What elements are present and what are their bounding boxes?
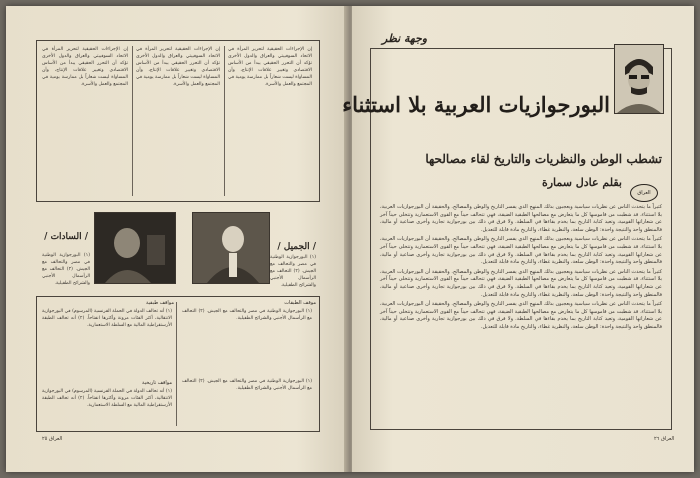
left-lower-text-4: (١) البورجوازية الوطنية في مصر والتحالف مع الجيش. (٢) التحالف مع الرأسمال الأجنبي والشرائح الطفيلية. [182, 379, 312, 391]
left-lower-text-3: (١) أنه تحالف الدولة في الحملة الفرنسية (المرسوم) في البورجوازية الانتقالية، أكثر الفئات مرونة وأكثرها انفتاحاً. (٢) أنه تحالف الطبقة الأرستقراطية المالية مع السلطة الاستعمارية. [42, 389, 172, 408]
left-lower-text-2: (١) البورجوازية الوطنية في مصر والتحالف مع الجيش. (٢) التحالف مع الرأسمال الأجنبي والشرائح الطفيلية. [182, 309, 312, 321]
right-folio: العراق ٢٦ [654, 436, 675, 442]
left-folio: العراق ٢٥ [42, 436, 63, 442]
gemayel-caption-text: (١) البورجوازية الوطنية في مصر والتحالف مع الجيش. (٢) التحالف مع الرأسمال الأجنبي والشرائح الطفيلية. [270, 255, 316, 288]
portrait-image-icon [95, 213, 175, 283]
left-column-2: إن الإجراءات الحقيقية لتحرير المرأة في الاتحاد السوفييتي والعراق والدول الأخرى تؤكد أن التحرر الحقيقي يبدأ من الأساس الاقتصادي وتغيير علاقات الإنتاج، وأن المساواة ليست شعاراً بل ممارسة يومية في المجتمع والعمل والأسرة. [136, 47, 220, 87]
body-paragraph-3: كثيراً ما يتحدث الناس عن نظريات سياسية ويعجبون بذلك المنهج الذي يفسر التاريخ والوطن والمصالح. والحقيقة أن البورجوازيات العربية، بلا استثناء، قد شطبت من قاموسها كل ما يتعارض مع مصالحها الطبقية الضيقة، فهي تتحالف حيناً مع القوى الاستعمارية وتتخلى حيناً آخر عن شعاراتها القومية، وتعيد كتابة التاريخ بما يخدم بقاءها في السلطة. ولا فرق في ذلك بين بورجوازية تجارية وأخرى صناعية أو مالية، فالمنطق واحد والنتيجة واحدة: الوطن سلعة، والنظرية غطاء، والتاريخ مادة قابلة للتعديل. [380, 268, 662, 298]
left-page [6, 6, 348, 472]
body-paragraph-2: كثيراً ما يتحدث الناس عن نظريات سياسية ويعجبون بذلك المنهج الذي يفسر التاريخ والوطن والمصالح. والحقيقة أن البورجوازيات العربية، بلا استثناء، قد شطبت من قاموسها كل ما يتعارض مع مصالحها الطبقية الضيقة، فهي تتحالف حيناً مع القوى الاستعمارية وتتخلى حيناً آخر عن شعاراتها القومية، وتعيد كتابة التاريخ بما يخدم بقاءها في السلطة. ولا فرق في ذلك بين بورجوازية تجارية وأخرى صناعية أو مالية، فالمنطق واحد والنتيجة واحدة: الوطن سلعة، والنظرية غطاء، والتاريخ مادة قابلة للتعديل. [380, 236, 662, 266]
gemayel-photo [192, 212, 270, 284]
magazine-logo-icon: العراق [630, 184, 658, 202]
column-rule [224, 46, 225, 196]
author-photo [614, 44, 664, 114]
sadat-photo [94, 212, 176, 284]
body-paragraph-4: كثيراً ما يتحدث الناس عن نظريات سياسية ويعجبون بذلك المنهج الذي يفسر التاريخ والوطن والمصالح. والحقيقة أن البورجوازيات العربية، بلا استثناء، قد شطبت من قاموسها كل ما يتعارض مع مصالحها الطبقية الضيقة، فهي تتحالف حيناً مع القوى الاستعمارية وتتخلى حيناً آخر عن شعاراتها القومية، وتعيد كتابة التاريخ بما يخدم بقاءها في السلطة. ولا فرق في ذلك بين بورجوازية تجارية وأخرى صناعية أو مالية، فالمنطق واحد والنتيجة واحدة: الوطن سلعة، والنظرية غطاء، والتاريخ مادة قابلة للتعديل. [380, 301, 662, 330]
article-byline: بقلم عادل سمارة [541, 176, 622, 189]
sadat-caption-text: (١) البورجوازية الوطنية في مصر والتحالف مع الجيش. (٢) التحالف مع الرأسمال الأجنبي والشرائح الطفيلية. [42, 253, 90, 286]
article-title: البورجوازيات العربية بلا استثناء [342, 92, 610, 117]
magazine-spread [6, 6, 694, 472]
body-paragraph-1: كثيراً ما يتحدث الناس عن نظريات سياسية ويعجبون بذلك المنهج الذي يفسر التاريخ والوطن والمصالح. والحقيقة أن البورجوازيات العربية، بلا استثناء، قد شطبت من قاموسها كل ما يتعارض مع مصالحها الطبقية الضيقة، فهي تتحالف حيناً مع القوى الاستعمارية وتتخلى حيناً آخر عن شعاراتها القومية، وتعيد كتابة التاريخ بما يخدم بقاءها في السلطة. ولا فرق في ذلك بين بورجوازية تجارية وأخرى صناعية أو مالية، فالمنطق واحد والنتيجة واحدة: الوطن سلعة، والنظرية غطاء، والتاريخ مادة قابلة للتعديل. [380, 204, 662, 233]
column-rule [176, 302, 177, 426]
right-page [342, 6, 694, 472]
article-body [380, 204, 662, 420]
portrait-image-icon [193, 213, 269, 283]
left-lower-text-1: (١) أنه تحالف الدولة في الحملة الفرنسية (المرسوم) في البورجوازية الانتقالية، أكثر الفئات مرونة وأكثرها انفتاحاً. (٢) أنه تحالف الطبقة الأرستقراطية المالية مع السلطة الاستعمارية. [42, 309, 172, 328]
subhead-3: مواقف تاريخية [142, 380, 172, 386]
section-tag: وجهة نظر [382, 32, 428, 45]
subhead-1: مواقف طبقية [145, 300, 174, 306]
gemayel-caption: / الجميل / [277, 242, 316, 252]
sadat-caption: / السادات / [44, 232, 88, 242]
subhead-2: موقف الطبقات [284, 300, 316, 306]
left-column-3: إن الإجراءات الحقيقية لتحرير المرأة في الاتحاد السوفييتي والعراق والدول الأخرى تؤكد أن التحرر الحقيقي يبدأ من الأساس الاقتصادي وتغيير علاقات الإنتاج، وأن المساواة ليست شعاراً بل ممارسة يومية في المجتمع والعمل والأسرة. [228, 47, 312, 87]
article-subtitle: تشطب الوطن والنظريات والتاريخ لقاء مصالحها [425, 152, 662, 166]
author-portrait-icon [615, 45, 663, 113]
left-column-1: إن الإجراءات الحقيقية لتحرير المرأة في الاتحاد السوفييتي والعراق والدول الأخرى تؤكد أن التحرر الحقيقي يبدأ من الأساس الاقتصادي وتغيير علاقات الإنتاج، وأن المساواة ليست شعاراً بل ممارسة يومية في المجتمع والعمل والأسرة. [42, 47, 128, 87]
column-rule [132, 46, 133, 196]
